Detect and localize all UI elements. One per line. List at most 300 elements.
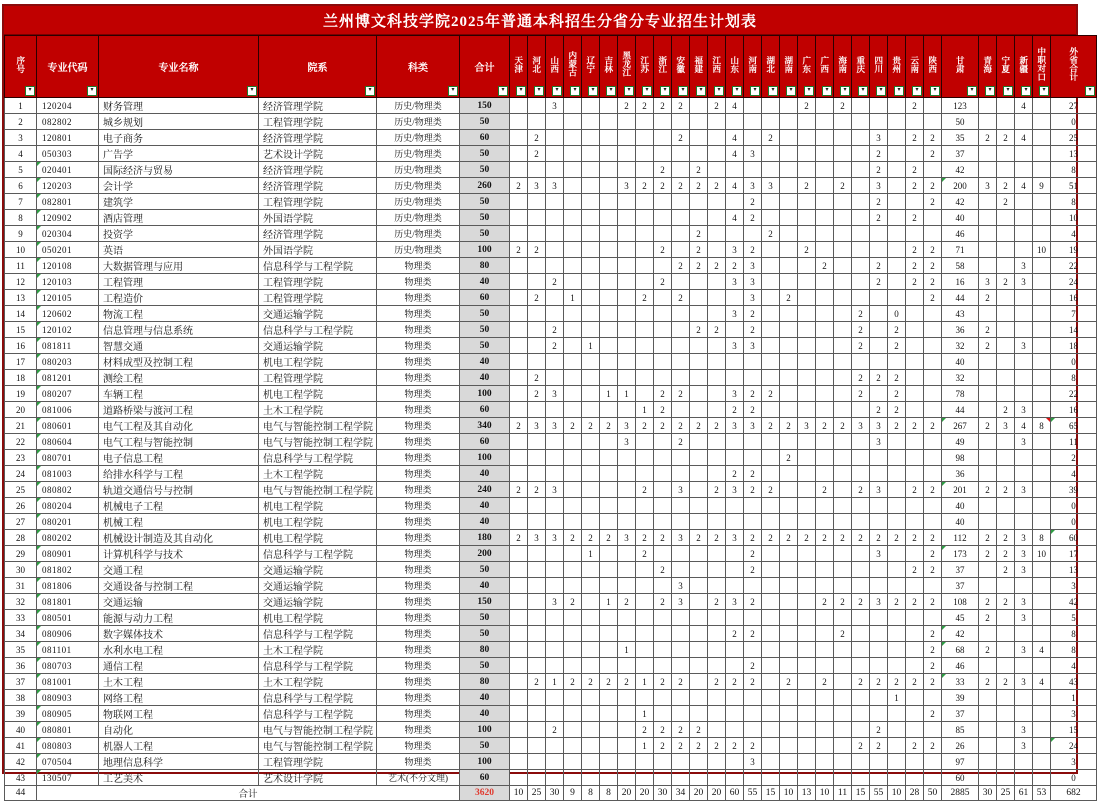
cell-province-quota: [780, 210, 798, 226]
cell-province-quota: 40: [942, 354, 979, 370]
cell-province-quota: 40: [942, 498, 979, 514]
cell-province-quota: 13: [1051, 146, 1097, 162]
cell-row-number: 14: [5, 306, 37, 322]
filter-dropdown-icon[interactable]: ▾: [696, 86, 706, 96]
cell-subject-category: 物理类: [377, 562, 460, 578]
cell-province-quota: [834, 738, 852, 754]
cell-province-quota: [546, 258, 564, 274]
cell-province-quota: 78: [942, 386, 979, 402]
cell-province-quota: 2: [654, 738, 672, 754]
cell-province-quota: 39: [1051, 482, 1097, 498]
cell-province-quota: [564, 370, 582, 386]
filter-dropdown-icon[interactable]: ▾: [1039, 86, 1049, 96]
cell-province-quota: [1033, 210, 1051, 226]
cell-row-total: 100: [460, 754, 510, 770]
cell-province-quota: 2: [924, 130, 942, 146]
cell-province-quota: [672, 402, 690, 418]
cell-province-quota: [852, 722, 870, 738]
filter-dropdown-icon[interactable]: ▾: [365, 86, 375, 96]
filter-dropdown-icon[interactable]: ▾: [606, 86, 616, 96]
cell-major-code: 081101: [37, 642, 99, 658]
cell-province-quota: [600, 450, 618, 466]
filter-dropdown-icon[interactable]: ▾: [534, 86, 544, 96]
cell-province-quota: [816, 402, 834, 418]
cell-province-quota: 2: [906, 530, 924, 546]
cell-province-quota: [654, 370, 672, 386]
filter-dropdown-icon[interactable]: ▾: [840, 86, 850, 96]
cell-province-quota: [924, 162, 942, 178]
cell-province-quota: [582, 722, 600, 738]
cell-province-quota: 2: [618, 98, 636, 114]
cell-province-quota: [618, 498, 636, 514]
cell-province-quota: [708, 354, 726, 370]
filter-dropdown-icon[interactable]: ▾: [247, 86, 257, 96]
cell-province-quota: [1033, 434, 1051, 450]
cell-province-quota: [510, 674, 528, 690]
cell-subject-category: 物理类: [377, 514, 460, 530]
cell-province-quota: [888, 210, 906, 226]
cell-province-total: 20: [690, 786, 708, 801]
cell-province-quota: [870, 290, 888, 306]
filter-dropdown-icon[interactable]: ▾: [25, 86, 35, 96]
cell-province-quota: [979, 162, 997, 178]
cell-province-quota: [690, 290, 708, 306]
cell-province-quota: 2: [888, 674, 906, 690]
cell-province-quota: [636, 146, 654, 162]
cell-province-quota: 3: [726, 242, 744, 258]
cell-province-quota: [888, 178, 906, 194]
cell-province-quota: 60: [1051, 530, 1097, 546]
filter-dropdown-icon[interactable]: ▾: [588, 86, 598, 96]
cell-major-name: 材料成型及控制工程: [99, 354, 259, 370]
filter-dropdown-icon[interactable]: ▾: [750, 86, 760, 96]
cell-province-quota: [528, 514, 546, 530]
cell-province-quota: 2: [924, 146, 942, 162]
table-row: [5, 434, 1097, 450]
cell-province-quota: [636, 226, 654, 242]
cell-province-quota: [726, 610, 744, 626]
filter-dropdown-icon[interactable]: ▾: [570, 86, 580, 96]
cell-province-quota: [564, 434, 582, 450]
cell-province-quota: [564, 770, 582, 786]
cell-province-quota: [762, 722, 780, 738]
cell-province-quota: [1033, 498, 1051, 514]
table-row: [5, 242, 1097, 258]
cell-province-total: 15: [852, 786, 870, 801]
cell-province-quota: [528, 658, 546, 674]
cell-province-quota: [510, 658, 528, 674]
cell-province-quota: [816, 466, 834, 482]
cell-province-quota: [744, 706, 762, 722]
cell-province-quota: 2: [852, 530, 870, 546]
filter-dropdown-icon[interactable]: ▾: [912, 86, 922, 96]
cell-row-total: 60: [460, 770, 510, 786]
cell-row-total: 40: [460, 498, 510, 514]
cell-province-quota: [762, 690, 780, 706]
cell-province-quota: [762, 562, 780, 578]
cell-province-quota: 3: [1015, 402, 1033, 418]
cell-province-quota: [798, 594, 816, 610]
cell-province-quota: [618, 162, 636, 178]
cell-province-quota: [564, 738, 582, 754]
cell-province-quota: [852, 274, 870, 290]
filter-dropdown-icon[interactable]: ▾: [87, 86, 97, 96]
cell-province-quota: [798, 578, 816, 594]
filter-dropdown-icon[interactable]: ▾: [678, 86, 688, 96]
cell-province-quota: [1015, 370, 1033, 386]
cell-province-quota: [1033, 194, 1051, 210]
cell-province-quota: [510, 434, 528, 450]
cell-province-quota: [636, 258, 654, 274]
page-title: 兰州博文科技学院2025年普通本科招生分省分专业招生计划表: [322, 13, 757, 30]
cell-province-quota: [888, 354, 906, 370]
filter-dropdown-icon[interactable]: ▾: [985, 86, 995, 96]
cell-province-quota: [997, 162, 1015, 178]
cell-province-quota: [834, 514, 852, 530]
cell-province-quota: 2: [906, 562, 924, 578]
filter-dropdown-icon[interactable]: ▾: [498, 86, 508, 96]
table-row: [5, 578, 1097, 594]
cell-province-quota: [600, 98, 618, 114]
cell-row-total: 260: [460, 178, 510, 194]
cell-row-total: 50: [460, 114, 510, 130]
cell-province-quota: [726, 162, 744, 178]
cell-province-quota: [762, 466, 780, 482]
filter-dropdown-icon[interactable]: ▾: [642, 86, 652, 96]
cell-province-quota: [1033, 386, 1051, 402]
filter-dropdown-icon[interactable]: ▾: [448, 86, 458, 96]
cell-province-quota: [582, 98, 600, 114]
cell-province-quota: [582, 610, 600, 626]
cell-province-quota: [618, 722, 636, 738]
cell-province-quota: 2: [852, 738, 870, 754]
cell-province-quota: 2: [654, 594, 672, 610]
cell-province-quota: [564, 642, 582, 658]
table-row: [5, 610, 1097, 626]
filter-dropdown-icon[interactable]: ▾: [624, 86, 634, 96]
cell-province-quota: 3: [726, 386, 744, 402]
cell-province-quota: 2: [906, 178, 924, 194]
cell-province-quota: [924, 466, 942, 482]
cell-province-quota: [870, 498, 888, 514]
cell-subject-category: 历史/物理类: [377, 130, 460, 146]
cell-subject-category: 物理类: [377, 418, 460, 434]
cell-province-quota: [564, 658, 582, 674]
cell-province-quota: [636, 578, 654, 594]
cell-province-quota: [906, 498, 924, 514]
cell-province-quota: [1015, 162, 1033, 178]
filter-dropdown-icon[interactable]: ▾: [660, 86, 670, 96]
cell-province-quota: [979, 658, 997, 674]
cell-province-quota: [780, 322, 798, 338]
cell-major-name: 电气工程与智能控制: [99, 434, 259, 450]
cell-province-quota: 4: [1015, 98, 1033, 114]
cell-province-quota: 8: [1051, 626, 1097, 642]
cell-province-quota: [979, 450, 997, 466]
filter-dropdown-icon[interactable]: ▾: [786, 86, 796, 96]
cell-major-name: 工艺美术: [99, 770, 259, 786]
cell-province-quota: [906, 658, 924, 674]
cell-province-quota: [762, 162, 780, 178]
cell-province-quota: 2: [997, 594, 1015, 610]
cell-province-quota: 2: [997, 130, 1015, 146]
cell-province-quota: [906, 226, 924, 242]
cell-province-quota: [726, 562, 744, 578]
cell-province-quota: [708, 194, 726, 210]
cell-province-quota: [924, 114, 942, 130]
cell-province-quota: 2: [924, 658, 942, 674]
cell-province-quota: [672, 210, 690, 226]
cell-province-quota: [564, 210, 582, 226]
cell-province-quota: [618, 514, 636, 530]
cell-province-quota: 2: [654, 402, 672, 418]
cell-province-quota: [906, 434, 924, 450]
cell-province-quota: 68: [942, 642, 979, 658]
filter-dropdown-icon[interactable]: ▾: [804, 86, 814, 96]
cell-province-quota: 37: [942, 146, 979, 162]
filter-dropdown-icon[interactable]: ▾: [967, 86, 977, 96]
filter-dropdown-icon[interactable]: ▾: [858, 86, 868, 96]
cell-province-quota: 2: [979, 482, 997, 498]
cell-province-quota: 2: [979, 418, 997, 434]
cell-province-quota: [708, 450, 726, 466]
cell-province-quota: [744, 642, 762, 658]
cell-province-quota: [798, 386, 816, 402]
cell-province-quota: 2: [870, 674, 888, 690]
cell-province-quota: [852, 626, 870, 642]
cell-province-quota: [528, 274, 546, 290]
cell-province-quota: 2: [979, 594, 997, 610]
cell-department: 信息科学与工程学院: [259, 450, 377, 466]
cell-province-quota: [672, 114, 690, 130]
cell-province-quota: [834, 674, 852, 690]
cell-province-quota: [780, 562, 798, 578]
cell-province-quota: [762, 338, 780, 354]
filter-dropdown-icon[interactable]: ▾: [516, 86, 526, 96]
cell-province-quota: [906, 514, 924, 530]
filter-dropdown-icon[interactable]: ▾: [894, 86, 904, 96]
cell-province-quota: [780, 514, 798, 530]
cell-province-quota: [510, 306, 528, 322]
cell-row-number: 8: [5, 210, 37, 226]
cell-province-quota: [870, 754, 888, 770]
cell-major-name: 工程造价: [99, 290, 259, 306]
enrollment-plan-table: [4, 35, 1097, 801]
cell-province-quota: [654, 706, 672, 722]
spreadsheet-table: [2, 4, 1092, 800]
filter-dropdown-icon[interactable]: ▾: [1021, 86, 1031, 96]
cell-province-quota: [870, 450, 888, 466]
cell-province-quota: [582, 482, 600, 498]
filter-dropdown-icon[interactable]: ▾: [930, 86, 940, 96]
cell-province-quota: [780, 146, 798, 162]
filter-dropdown-icon[interactable]: ▾: [732, 86, 742, 96]
cell-province-quota: [654, 258, 672, 274]
cell-province-quota: [798, 610, 816, 626]
cell-province-quota: [510, 402, 528, 418]
cell-major-code: 082802: [37, 114, 99, 130]
cell-province-quota: [816, 146, 834, 162]
cell-province-quota: [600, 338, 618, 354]
cell-province-quota: 2: [870, 194, 888, 210]
cell-province-quota: 11: [1051, 434, 1097, 450]
cell-province-quota: [1015, 146, 1033, 162]
cell-province-quota: [997, 322, 1015, 338]
cell-province-quota: [1033, 466, 1051, 482]
cell-province-quota: 2: [906, 674, 924, 690]
cell-province-quota: 1: [618, 642, 636, 658]
cell-province-quota: 2: [744, 386, 762, 402]
column-header-name: [99, 36, 259, 98]
filter-dropdown-icon[interactable]: ▾: [714, 86, 724, 96]
cell-province-quota: 2: [744, 322, 762, 338]
cell-province-quota: [834, 274, 852, 290]
cell-province-quota: [510, 162, 528, 178]
cell-province-quota: [528, 626, 546, 642]
cell-province-quota: 2: [510, 178, 528, 194]
cell-province-quota: [528, 578, 546, 594]
cell-province-quota: 0: [1051, 770, 1097, 786]
cell-province-quota: 2: [654, 530, 672, 546]
cell-province-quota: [636, 306, 654, 322]
cell-province-quota: [600, 738, 618, 754]
cell-province-quota: [852, 642, 870, 658]
cell-province-quota: [654, 466, 672, 482]
cell-province-total: 8: [582, 786, 600, 801]
cell-province-quota: [1033, 626, 1051, 642]
filter-dropdown-icon[interactable]: ▾: [876, 86, 886, 96]
cell-major-code: 020304: [37, 226, 99, 242]
cell-province-quota: [924, 354, 942, 370]
cell-province-quota: [924, 690, 942, 706]
cell-province-quota: 2: [924, 482, 942, 498]
cell-province-quota: [1015, 322, 1033, 338]
cell-province-quota: 2: [726, 626, 744, 642]
cell-province-quota: 22: [1051, 386, 1097, 402]
column-header-label: 甘肃: [955, 55, 966, 73]
cell-province-quota: [780, 594, 798, 610]
cell-province-quota: 2: [672, 418, 690, 434]
filter-dropdown-icon[interactable]: ▾: [1085, 86, 1095, 96]
cell-province-quota: 2: [654, 274, 672, 290]
cell-province-quota: 40: [942, 210, 979, 226]
cell-province-quota: [546, 578, 564, 594]
cell-province-quota: [888, 706, 906, 722]
cell-row-number: 23: [5, 450, 37, 466]
filter-dropdown-icon[interactable]: ▾: [768, 86, 778, 96]
cell-province-quota: [618, 706, 636, 722]
cell-subject-category: 物理类: [377, 690, 460, 706]
cell-row-total: 50: [460, 322, 510, 338]
cell-province-quota: [798, 562, 816, 578]
cell-province-quota: 2: [888, 418, 906, 434]
cell-province-quota: 2: [979, 674, 997, 690]
cell-row-number: 41: [5, 738, 37, 754]
cell-province-quota: 2: [924, 418, 942, 434]
cell-province-quota: 2: [636, 530, 654, 546]
cell-province-quota: 2: [546, 338, 564, 354]
cell-province-quota: [600, 706, 618, 722]
filter-dropdown-icon[interactable]: ▾: [1003, 86, 1013, 96]
cell-province-quota: [744, 98, 762, 114]
cell-province-total: 10: [888, 786, 906, 801]
cell-province-quota: 0: [1051, 354, 1097, 370]
cell-province-quota: [510, 642, 528, 658]
cell-province-quota: 3: [726, 482, 744, 498]
cell-province-quota: [979, 114, 997, 130]
cell-province-quota: [546, 210, 564, 226]
column-header-label: 专业代码: [47, 62, 88, 74]
cell-province-quota: [528, 594, 546, 610]
cell-province-quota: [762, 290, 780, 306]
cell-province-quota: [798, 626, 816, 642]
cell-row-total: 80: [460, 642, 510, 658]
column-header-label: 山东: [729, 55, 740, 73]
cell-province-quota: [816, 738, 834, 754]
cell-row-total: 60: [460, 434, 510, 450]
cell-province-quota: 32: [942, 338, 979, 354]
cell-province-quota: 2: [852, 322, 870, 338]
cell-row-total: 50: [460, 226, 510, 242]
filter-dropdown-icon[interactable]: ▾: [552, 86, 562, 96]
cell-province-quota: [852, 450, 870, 466]
cell-province-quota: 2: [816, 674, 834, 690]
cell-major-code: 120105: [37, 290, 99, 306]
table-row: [5, 194, 1097, 210]
cell-province-quota: 2: [780, 290, 798, 306]
cell-province-quota: [798, 338, 816, 354]
column-header-label: 天津: [513, 55, 524, 73]
cell-major-name: 机械设计制造及其自动化: [99, 530, 259, 546]
cell-province-total: 30: [654, 786, 672, 801]
cell-province-quota: [888, 258, 906, 274]
filter-dropdown-icon[interactable]: ▾: [822, 86, 832, 96]
cell-row-number: 39: [5, 706, 37, 722]
cell-province-quota: 2: [744, 482, 762, 498]
cell-province-quota: [672, 610, 690, 626]
cell-province-quota: 3: [1015, 274, 1033, 290]
column-header-province: [924, 36, 942, 98]
cell-province-quota: 2: [852, 306, 870, 322]
cell-province-quota: [510, 370, 528, 386]
cell-province-quota: [690, 626, 708, 642]
cell-province-quota: 16: [942, 274, 979, 290]
cell-province-quota: [564, 338, 582, 354]
cell-major-code: 081006: [37, 402, 99, 418]
cell-province-quota: 2: [654, 674, 672, 690]
column-header-province: [582, 36, 600, 98]
cell-province-quota: [1015, 290, 1033, 306]
cell-province-quota: [816, 434, 834, 450]
cell-province-quota: [726, 226, 744, 242]
cell-province-quota: [834, 258, 852, 274]
cell-province-quota: [852, 706, 870, 722]
cell-province-quota: [906, 370, 924, 386]
cell-province-quota: [690, 610, 708, 626]
cell-province-quota: [816, 658, 834, 674]
cell-province-quota: [1015, 210, 1033, 226]
cell-row-number: 34: [5, 626, 37, 642]
cell-province-quota: [816, 114, 834, 130]
cell-province-quota: [852, 242, 870, 258]
cell-province-quota: 2: [997, 274, 1015, 290]
cell-province-quota: [798, 146, 816, 162]
table-row: [5, 722, 1097, 738]
cell-province-quota: [726, 754, 744, 770]
cell-subject-category: 物理类: [377, 258, 460, 274]
cell-province-quota: [708, 210, 726, 226]
cell-province-quota: [816, 450, 834, 466]
